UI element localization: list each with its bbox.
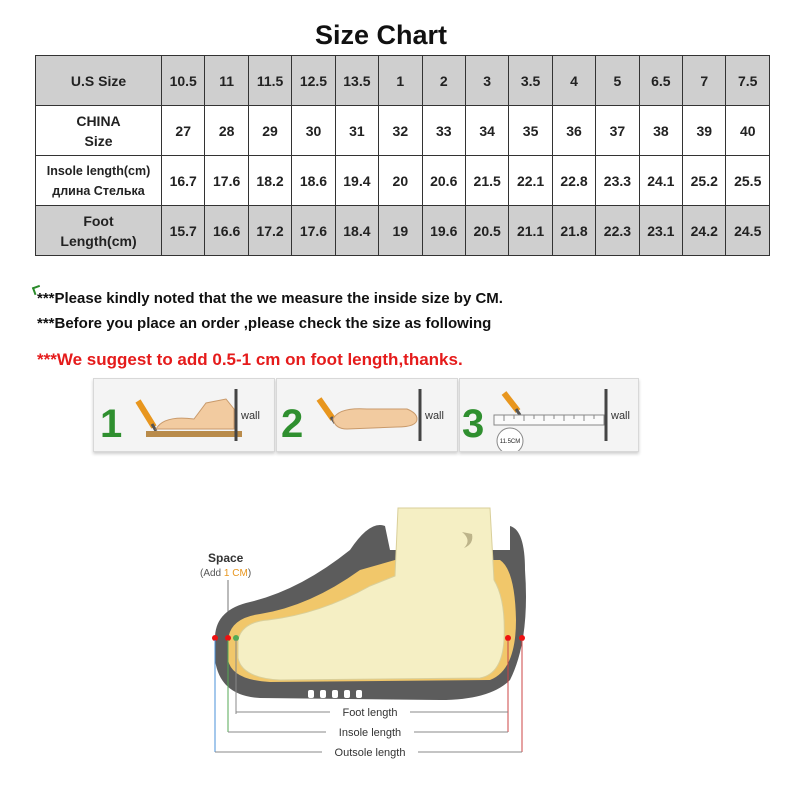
- size-cell: 1: [379, 56, 422, 106]
- foot-top-icon: [333, 409, 417, 429]
- note-line-2: ***Before you place an order ,please check the size as following: [37, 315, 492, 332]
- size-cell: 17.2: [248, 206, 291, 256]
- size-cell: 35: [509, 106, 552, 156]
- row-header: [36, 56, 162, 106]
- size-cell: 17.6: [292, 206, 335, 256]
- row-header: [36, 106, 162, 156]
- size-cell: 20.6: [422, 156, 465, 206]
- size-cell: 21.5: [465, 156, 508, 206]
- size-cell: 24.5: [726, 206, 770, 256]
- size-cell: 32: [379, 106, 422, 156]
- size-cell: 18.6: [292, 156, 335, 206]
- outsole-length-label: Outsole length: [334, 747, 406, 759]
- insole-length-label: Insole length: [338, 727, 402, 739]
- size-cell: 30: [292, 106, 335, 156]
- step-1-panel: [93, 378, 275, 452]
- size-table: [35, 55, 770, 256]
- size-cell: 15.7: [162, 206, 205, 256]
- size-cell: 31: [335, 106, 378, 156]
- size-cell: 11.5: [248, 56, 291, 106]
- row-header-line: U.S Size: [70, 72, 127, 89]
- row-header-line: CHINA: [76, 112, 121, 129]
- step-2-wall-label: wall: [425, 410, 444, 422]
- size-cell: 33: [422, 106, 465, 156]
- row-header-line: Insole length(cm): [46, 163, 151, 178]
- foot-side-icon: [156, 399, 234, 429]
- size-cell: 22.8: [552, 156, 595, 206]
- size-cell: 7.5: [726, 56, 770, 106]
- size-cell: 13.5: [335, 56, 378, 106]
- size-cell: 3: [465, 56, 508, 106]
- note-line-1: ***Please kindly noted that the we measure the inside size by CM.: [37, 290, 503, 307]
- shoe-diagram: [190, 490, 550, 770]
- row-header-line: Length(cm): [60, 232, 137, 249]
- row-header-line: Foot: [83, 212, 114, 229]
- size-cell: 20.5: [465, 206, 508, 256]
- note-line-3: ***We suggest to add 0.5-1 cm on foot length,thanks.: [37, 350, 463, 369]
- size-cell: 22.3: [596, 206, 639, 256]
- board-icon: [146, 431, 242, 437]
- size-cell: 12.5: [292, 56, 335, 106]
- foot-length-label: Foot length: [342, 707, 398, 719]
- ruler-reading: 11.5CM: [499, 439, 521, 445]
- size-cell: 40: [726, 106, 770, 156]
- size-cell: 2: [422, 56, 465, 106]
- step-3-wall-label: wall: [611, 410, 630, 422]
- size-cell: 21.8: [552, 206, 595, 256]
- size-cell: 5: [596, 56, 639, 106]
- size-cell: 27: [162, 106, 205, 156]
- step-2-number: 2: [281, 402, 304, 446]
- size-cell: 34: [465, 106, 508, 156]
- size-cell: 16.7: [162, 156, 205, 206]
- size-cell: 11: [205, 56, 248, 106]
- pencil-icon: [138, 401, 156, 431]
- step-3-panel: [459, 378, 639, 452]
- ruler-icon: [494, 415, 604, 425]
- size-cell: 3.5: [509, 56, 552, 106]
- space-title: Space: [208, 551, 244, 565]
- size-cell: 10.5: [162, 56, 205, 106]
- size-cell: 39: [683, 106, 726, 156]
- step-2-panel: [276, 378, 458, 452]
- size-cell: 38: [639, 106, 682, 156]
- size-cell: 19.4: [335, 156, 378, 206]
- size-row: [36, 56, 770, 106]
- row-header: [36, 156, 162, 206]
- size-cell: 19.6: [422, 206, 465, 256]
- size-cell: 24.2: [683, 206, 726, 256]
- size-cell: 4: [552, 56, 595, 106]
- size-cell: 16.6: [205, 206, 248, 256]
- step-3-number: 3: [462, 402, 485, 446]
- size-cell: 22.1: [509, 156, 552, 206]
- size-cell: 21.1: [509, 206, 552, 256]
- size-cell: 18.2: [248, 156, 291, 206]
- size-row: [36, 156, 770, 206]
- page-title: Size Chart: [314, 20, 448, 50]
- space-sub: (Add 1 CM): [200, 568, 252, 579]
- size-cell: 36: [552, 106, 595, 156]
- size-cell: 25.2: [683, 156, 726, 206]
- size-cell: 19: [379, 206, 422, 256]
- size-cell: 18.4: [335, 206, 378, 256]
- size-cell: 17.6: [205, 156, 248, 206]
- size-cell: 29: [248, 106, 291, 156]
- size-cell: 7: [683, 56, 726, 106]
- step-1-number: 1: [100, 402, 123, 446]
- size-cell: 25.5: [726, 156, 770, 206]
- size-cell: 37: [596, 106, 639, 156]
- size-cell: 6.5: [639, 56, 682, 106]
- size-row: [36, 106, 770, 156]
- size-cell: 23.1: [639, 206, 682, 256]
- size-row: [36, 206, 770, 256]
- row-header: [36, 206, 162, 256]
- row-header-line: длина Стелька: [52, 183, 145, 198]
- size-cell: 20: [379, 156, 422, 206]
- step-1-wall-label: wall: [241, 410, 260, 422]
- size-cell: 24.1: [639, 156, 682, 206]
- size-cell: 23.3: [596, 156, 639, 206]
- size-cell: 28: [205, 106, 248, 156]
- pencil-icon: [504, 393, 520, 415]
- row-header-line: Size: [84, 132, 113, 149]
